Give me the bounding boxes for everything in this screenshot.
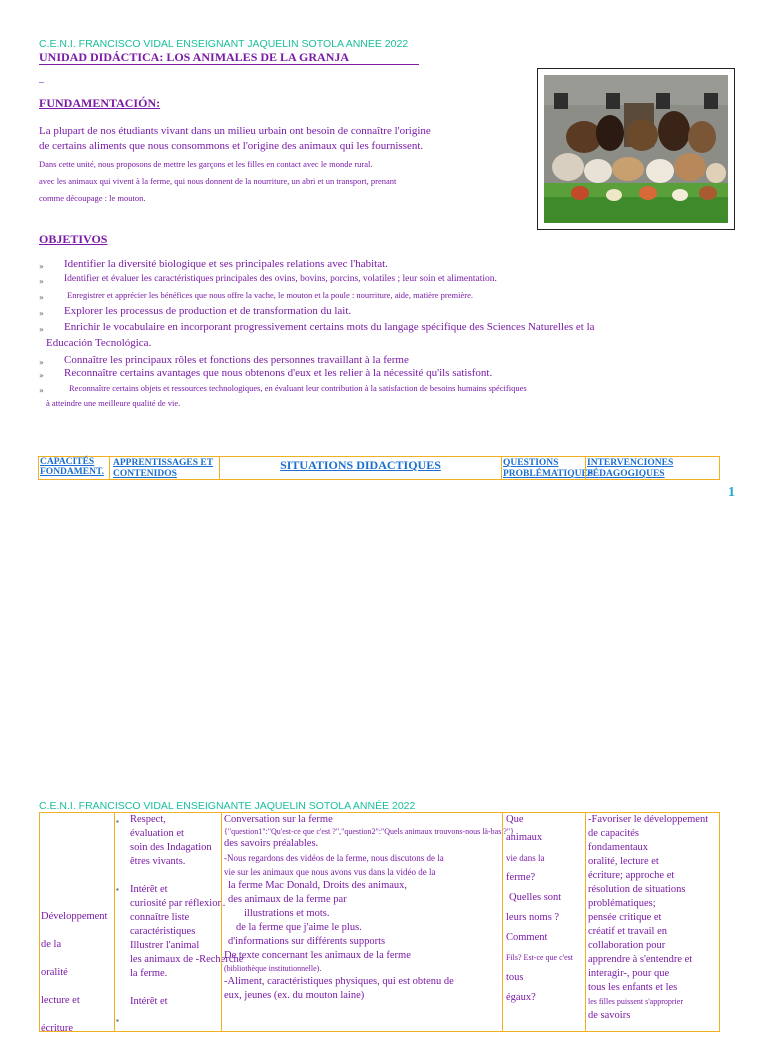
cell-line: de savoirs xyxy=(588,1010,631,1021)
cell-line: les filles puissent s'approprier xyxy=(588,997,683,1006)
table-cell-situations xyxy=(221,812,514,1032)
cell-line: oralité xyxy=(41,967,68,978)
cell-line: Comment xyxy=(506,932,548,943)
cell-line: résolution de situations xyxy=(588,884,686,895)
bullet-icon: ▪ xyxy=(116,885,119,894)
dash: _ xyxy=(39,73,44,84)
objective-item-continuation: à atteindre une meilleure qualité de vie. xyxy=(46,398,181,408)
cell-line: les animaux de -Recherche xyxy=(130,954,244,965)
bullet-icon: » xyxy=(39,262,44,271)
bullet-icon: » xyxy=(39,309,44,318)
cell-line: Conversation sur la ferme xyxy=(224,814,333,825)
cell-line: lecture et xyxy=(41,995,80,1006)
objective-item: Connaître les principaux rôles et fonctions des personnes travaillant à la ferme xyxy=(64,354,409,366)
cell-line: curiosité par réflexion. xyxy=(130,898,226,909)
cell-line: des animaux de la ferme par xyxy=(228,894,347,905)
header-cell-interventions xyxy=(585,456,720,480)
objetivos-heading: OBJETIVOS xyxy=(39,232,108,246)
fundamentacion-heading: FUNDAMENTACIÓN: xyxy=(39,96,161,110)
cell-line: tous xyxy=(506,972,524,983)
cell-line: des savoirs préalables. xyxy=(224,838,319,849)
cell-line: la ferme. xyxy=(130,968,168,979)
header-label: CAPACITÉS xyxy=(40,457,95,467)
fund-line: La plupart de nos étudiants vivant dans un milieu urbain ont besoin de connaître l'origine xyxy=(39,125,431,137)
cell-text xyxy=(224,813,514,1003)
cell-line: Quelles sont xyxy=(509,892,562,903)
cell-line: Que xyxy=(506,814,524,825)
bullet-icon: » xyxy=(39,358,44,367)
bullet-icon: » xyxy=(39,277,44,286)
unit-title: UNIDAD DIDÁCTICA: LOS ANIMALES DE LA GRANJA xyxy=(39,50,350,64)
cell-line: écriture xyxy=(41,1023,74,1034)
farm-photo-frame xyxy=(537,68,735,230)
header-label: QUESTIONS xyxy=(503,458,559,468)
objective-item: Identifier et évaluer les caractéristiques principales des ovins, bovins, porcins, volatiles ; leur soin et alimentation. xyxy=(64,274,497,284)
cell-line: de capacités xyxy=(588,828,640,839)
cell-line: Illustrer l'animal xyxy=(130,940,200,951)
cell-line: -Aliment, caractéristiques physiques, qui est obtenu de xyxy=(224,976,454,987)
fundamentacion-paragraph xyxy=(39,124,431,154)
header-label: FONDAMENT. xyxy=(40,467,104,477)
table-cell-capacites xyxy=(39,812,115,1032)
farm-animals-photo xyxy=(544,75,728,223)
objective-item: Reconnaître certains avantages que nous obtenons d'eux et les relier à la nécessité qu'ils satisfont. xyxy=(64,367,493,379)
bullet-icon: » xyxy=(39,325,44,334)
title-underline xyxy=(39,64,419,65)
cell-line: écriture; approche et xyxy=(588,870,675,881)
fund-line: avec les animaux qui vivent à la ferme, qui nous donnent de la nourriture, un abri et un transport, prenant xyxy=(39,176,397,186)
objective-item-continuation: Educación Tecnológica. xyxy=(46,337,152,349)
cell-line: tous les enfants et les xyxy=(588,982,678,993)
cell-line: -Favoriser le développement xyxy=(588,814,709,825)
fund-line: comme découpage : le mouton. xyxy=(39,193,146,203)
cell-line: êtres vivants. xyxy=(130,856,186,867)
objective-item: Reconnaître certains objets et ressources technologiques, en évaluant leur contribution à la satisfaction de besoins humains spécifiques xyxy=(69,383,527,393)
objective-item: Enregistrer et apprécier les bénéfices que nous offre la vache, le mouton et la poule : nourriture, aide, matière première. xyxy=(67,290,474,300)
cell-text xyxy=(588,813,708,1023)
bullet-icon: ▪ xyxy=(116,817,119,826)
cell-line: Intérêt et xyxy=(130,884,168,895)
cell-line: de la xyxy=(41,939,62,950)
header-label: APPRENTISSAGES ET xyxy=(113,458,214,468)
cell-line: collaboration pour xyxy=(588,940,666,951)
cell-line: Fils? Est-ce que c'est xyxy=(506,953,573,962)
cell-line: évaluation et xyxy=(130,828,184,839)
cell-line: illustrations et mots. xyxy=(244,908,330,919)
cell-line: oralité, lecture et xyxy=(588,856,659,867)
header-label: CONTENIDOS xyxy=(113,469,177,479)
cell-line: problématiques; xyxy=(588,898,656,909)
cell-line: -Nous regardons des vidéos de la ferme, nous discutons de la xyxy=(224,853,444,863)
fund-line: de certains aliments que nous consommons et l'origine des animaux qui les fournissent. xyxy=(39,140,424,152)
cell-line: connaître liste xyxy=(130,912,190,923)
cell-line: Intérêt et xyxy=(130,996,168,1007)
header-cell-capacites xyxy=(38,456,110,480)
page-header: C.E.N.I. FRANCISCO VIDAL ENSEIGNANT JAQUELIN SOTOLA ANNEE 2022 xyxy=(39,38,409,50)
objective-item: Identifier la diversité biologique et ses principales relations avec l'habitat. xyxy=(64,258,388,270)
page-header: C.E.N.I. FRANCISCO VIDAL ENSEIGNANTE JAQUELIN SOTOLA ANNÉE 2022 xyxy=(39,800,416,812)
cell-line: Respect, xyxy=(130,814,166,825)
cell-line: (bibliothèque institutionnelle). xyxy=(224,964,322,973)
cell-line: De texte concernant les animaux de la ferme xyxy=(224,950,411,961)
cell-line: leurs noms ? xyxy=(506,912,560,923)
objective-item: Explorer les processus de production et de transformation du lait. xyxy=(64,305,352,317)
cell-line: vie sur les animaux que nous avons vus dans la vidéo de la xyxy=(224,867,436,877)
cell-line: la ferme Mac Donald, Droits des animaux, xyxy=(228,880,408,891)
cell-text xyxy=(506,813,573,1005)
cell-line: ferme? xyxy=(506,872,536,883)
header-cell-apprentissages xyxy=(109,456,220,480)
cell-line: fondamentaux xyxy=(588,842,649,853)
header-cell-questions xyxy=(501,456,594,480)
cell-line: interagir-, pour que xyxy=(588,968,670,979)
cell-text xyxy=(41,903,107,1043)
fund-line: Dans cette unité, nous proposons de mettre les garçons et les filles en contact avec le monde rural. xyxy=(39,159,373,169)
table-cell-questions xyxy=(502,812,586,1032)
bullet-icon: » xyxy=(39,293,44,302)
header-cell-situations xyxy=(219,456,502,480)
bullet-icon: ▪ xyxy=(116,1016,119,1025)
page-number: 1 xyxy=(728,485,735,500)
cell-line: apprendre à s'entendre et xyxy=(588,954,693,965)
cell-line: {"question1":"Qu'est-ce que c'est ?","question2":"Quels animaux trouvons-nous là-bas ?"} xyxy=(224,827,514,836)
bullet-icon: » xyxy=(39,371,44,380)
objective-item: Enrichir le vocabulaire en incorporant progressivement certains mots du langage spécifique des Sciences Naturelles et la xyxy=(64,321,595,333)
cell-line: eux, jeunes (ex. du mouton laine) xyxy=(224,990,365,1001)
cell-line: animaux xyxy=(506,832,543,843)
header-label: PÉDAGOGIQUES xyxy=(587,469,665,479)
cell-line: Développement xyxy=(41,911,108,922)
cell-line: caractéristiques xyxy=(130,926,196,937)
cell-line: créatif et travail en xyxy=(588,926,667,937)
cell-line: égaux? xyxy=(506,992,536,1003)
header-label: PROBLÉMATIQUES xyxy=(503,469,594,479)
header-label: INTERVENCIONES xyxy=(587,458,674,468)
cell-line: soin des Indagation xyxy=(130,842,212,853)
cell-line: de la ferme que j'aime le plus. xyxy=(236,922,362,933)
table-cell-apprentissages xyxy=(114,812,244,1032)
header-label: SITUATIONS DIDACTIQUES xyxy=(280,458,441,472)
table-cell-interventions xyxy=(585,812,720,1032)
cell-line: d'informations sur différents supports xyxy=(228,936,386,947)
cell-line: vie dans la xyxy=(506,853,545,863)
cell-line: pensée critique et xyxy=(588,912,662,923)
bullet-icon: » xyxy=(39,386,44,395)
fundamentacion-paragraph-small xyxy=(39,156,396,207)
